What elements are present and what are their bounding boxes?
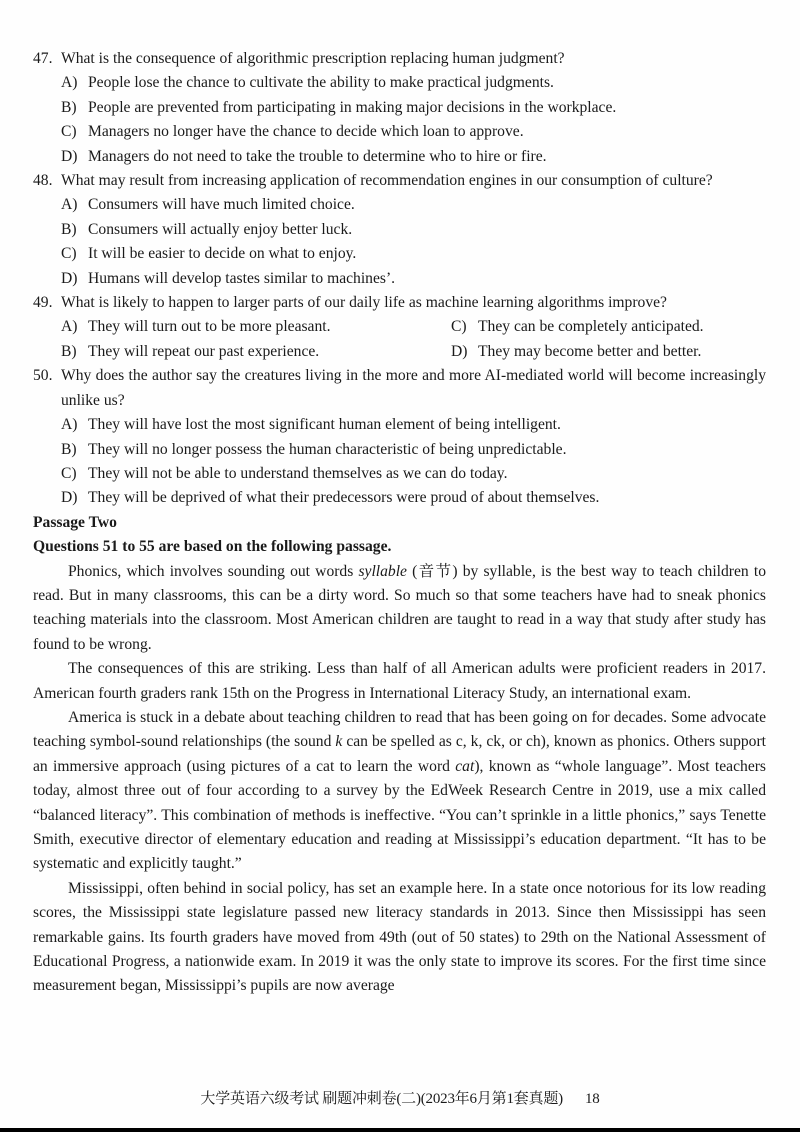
italic-term: cat [455, 757, 475, 775]
option-letter: A) [61, 318, 78, 336]
passage-paragraph-1 [33, 560, 766, 658]
option-letter: C) [61, 245, 77, 263]
passage-instruction: Questions 51 to 55 are based on the following passage. [33, 538, 392, 556]
options-grid [33, 315, 766, 364]
question-number: 47. [33, 50, 53, 67]
passage-title: Passage Two [33, 513, 117, 531]
option-letter: A) [61, 416, 78, 434]
option-letter: A) [61, 196, 78, 214]
option-d [33, 145, 766, 169]
option-letter: A) [61, 74, 78, 92]
option-letter: C) [61, 123, 77, 141]
option-b [33, 438, 766, 462]
italic-term: k [335, 733, 343, 751]
paragraph-text: (音节) by syllable, is the best way to teach children to read. But in many classrooms, this can be a dirty word. So much so that some teachers have had to sneak phonics teaching materials into the classroom. Most American children are taught to read in a way that study after study has found to be wrong. [33, 562, 766, 653]
option-a [33, 413, 766, 437]
question-stem: Why does the author say the creatures living in the more and more AI-mediated world will become increasingly unlike us? [61, 367, 766, 409]
paragraph-text: can be spelled as c, k, ck, or ch), known as phonics. Others support an immersive approach (using pictures of a cat to learn the word [33, 733, 766, 775]
option-letter: B) [61, 98, 77, 116]
question-49 [33, 291, 766, 364]
option-text: They may become better and better. [478, 342, 702, 360]
passage-paragraph-2: The consequences of this are striking. Less than half of all American adults were proficient readers in 2017. American fourth graders rank 15th on the Progress in International Literacy Study, an international exam. [33, 660, 766, 702]
passage-paragraph-3 [33, 706, 766, 877]
option-b [33, 96, 766, 120]
question-50 [33, 364, 766, 510]
option-b [33, 218, 766, 242]
option-text: Managers no longer have the chance to decide which loan to approve. [88, 123, 524, 141]
page-number: 18 [584, 1091, 600, 1107]
option-c [33, 242, 766, 266]
option-text: They will no longer possess the human characteristic of being unpredictable. [88, 440, 567, 458]
paragraph-text: America is stuck in a debate about teaching children to read that has been going on for decades. Some advocate teaching symbol-sound relationships (the sound [33, 708, 766, 751]
question-47 [33, 47, 766, 169]
question-number: 49. [33, 294, 53, 312]
italic-term: syllable [358, 562, 407, 580]
option-letter: B) [61, 220, 77, 238]
option-a [61, 315, 451, 339]
paragraph-text: ), known as “whole language”. Most teachers today, almost three out of four according to a survey by the EdWeek Research Centre in 2019, use a mix called “balanced literacy”. This combination of methods is ineffective. “You can’t sprinkle in a little phonics,” says Tenette Smith, executive director of elementary education and reading at Mississippi’s education department. “It has to be systematic and explicitly taught.” [33, 757, 766, 873]
option-text: They will not be able to understand themselves as we can do today. [88, 464, 508, 482]
option-text: Managers do not need to take the trouble to determine who to hire or fire. [88, 147, 547, 165]
option-d [451, 340, 766, 364]
option-text: They will turn out to be more pleasant. [88, 318, 331, 336]
bottom-border [0, 1128, 800, 1132]
passage-paragraph-4: Mississippi, often behind in social policy, has set an example here. In a state once notorious for its low reading scores, the Mississippi state legislature passed new literacy standards in 2013. Since then Mississippi has seen remarkable gains. Its fourth graders have moved from 49th (out of 50 states) to 29th on the National Assessment of Educational Progress, a nationwide exam. In 2019 it was the only state to improve its scores. For the first time since measurement began, Mississippi’s pupils are now average [33, 879, 766, 995]
option-letter: D) [451, 342, 468, 360]
option-text: They will be deprived of what their predecessors were proud of about themselves. [88, 489, 600, 507]
option-letter: D) [61, 489, 78, 507]
option-a [33, 71, 766, 95]
option-text: Consumers will actually enjoy better luck. [88, 220, 353, 238]
option-letter: D) [61, 147, 78, 165]
option-letter: C) [61, 464, 77, 482]
option-d [33, 267, 766, 291]
question-48 [33, 169, 766, 291]
question-stem: What is likely to happen to larger parts of our daily life as machine learning algorithms improve? [61, 294, 667, 312]
option-c [33, 462, 766, 486]
option-letter: D) [61, 269, 78, 287]
option-text: They will have lost the most significant human element of being intelligent. [88, 416, 561, 434]
footer-title: 大学英语六级考试 刷题冲刺卷(二)(2023年6月第1套真题) [200, 1091, 563, 1107]
page-content [33, 47, 766, 999]
option-d [33, 486, 766, 510]
paragraph-text: Phonics, which involves sounding out words [68, 562, 359, 580]
question-number: 48. [33, 172, 53, 190]
option-text: Humans will develop tastes similar to machines’. [88, 269, 396, 287]
option-text: They can be completely anticipated. [478, 318, 704, 336]
option-letter: B) [61, 342, 77, 360]
question-number: 50. [33, 367, 53, 385]
option-text: People lose the chance to cultivate the ability to make practical judgments. [88, 74, 554, 92]
option-c [451, 315, 766, 339]
question-stem: What is the consequence of algorithmic prescription replacing human judgment? [61, 50, 565, 67]
option-c [33, 120, 766, 144]
option-a [33, 193, 766, 217]
page-footer [0, 1087, 800, 1108]
question-stem: What may result from increasing application of recommendation engines in our consumption of culture? [61, 172, 713, 190]
option-text: Consumers will have much limited choice. [88, 196, 355, 214]
option-letter: B) [61, 440, 77, 458]
option-text: People are prevented from participating in making major decisions in the workplace. [88, 98, 617, 116]
option-text: They will repeat our past experience. [88, 342, 320, 360]
option-b [61, 340, 451, 364]
option-letter: C) [451, 318, 467, 336]
option-text: It will be easier to decide on what to enjoy. [88, 245, 357, 263]
